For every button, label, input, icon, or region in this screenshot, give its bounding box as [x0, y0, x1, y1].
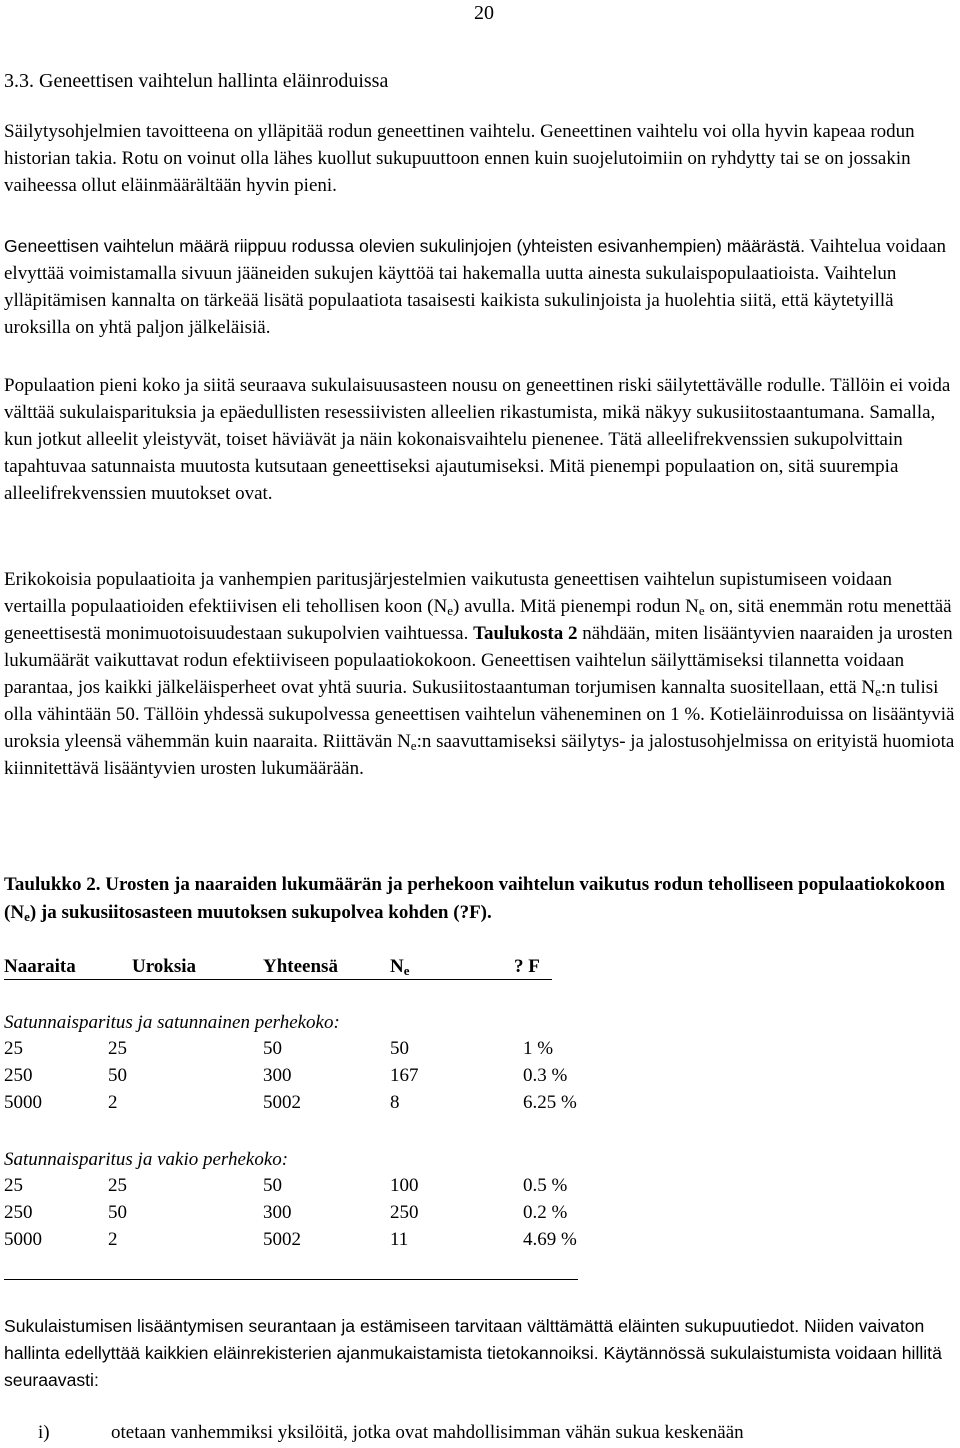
cell-yhteensa: 5002 — [263, 1092, 301, 1113]
paragraph-pedigree — [4, 1313, 956, 1394]
subscript-e: e — [447, 603, 453, 618]
cell-yhteensa: 300 — [263, 1202, 292, 1223]
subscript-e: e — [24, 909, 30, 924]
table-end-rule — [4, 1279, 578, 1280]
paragraph-preservation-goal — [4, 118, 956, 199]
paragraph-population-size — [4, 372, 956, 507]
cell-delta-f: 4.69 % — [523, 1229, 577, 1250]
table-caption — [4, 871, 956, 927]
cell-ne: 167 — [390, 1065, 419, 1086]
paragraph-text: Säilytysohjelmien tavoitteena on ylläpitää rodun geneettinen vaihtelu. Geneettinen vaihtelu voi olla hyvin kapeaa rodun historian takia. Rotu on voinut olla lähes kuollut sukupuuttoon ennen kuin suojelutoimiin on ryhdytty tai se on jossakin vaiheessa ollut eläinmäärältään hyvin pieni. — [4, 121, 915, 196]
cell-delta-f: 6.25 % — [523, 1092, 577, 1113]
paragraph-text: nähdään, miten lisääntyvien naaraiden ja urosten lukumäärät vaikuttavat rodun efektiiviseen populaatiokokoon. Geneettisen vaihtelun säilyttämiseksi tilannetta voidaan parantaa, jos kaikki jälkeläisperheet ovat yhtä suuria. Sukusiitostaantuman torjumisen kannalta suositellaan, että N — [4, 623, 953, 698]
cell-uroksia: 25 — [108, 1038, 127, 1059]
cell-ne: 11 — [390, 1229, 409, 1250]
paragraph-text: Populaation pieni koko ja siitä seuraava sukulaisuusasteen nousu on geneettinen riski säilytettävälle rodulle. Tällöin ei voida välttää sukulaisparituksia ja epäedullisten resessiivisten alleelien rikastumista, mikä näkyy sukusiitostaantumana. Samalla, kun jotkut alleelit yleistyvät, toiset häviävät ja näin kokonaisvaihtelu pienenee. Tätä alleelifrekvenssien sukupolvittain tapahtuvaa satunnaista muutosta kutsutaan geneettiseksi ajautumiseksi. Mitä pienempi populaation on, sitä suurempia alleelifrekvenssien muutokset ovat. — [4, 375, 951, 504]
cell-yhteensa: 50 — [263, 1038, 282, 1059]
header-ne-main: N — [390, 956, 404, 977]
paragraph-effective-size — [4, 566, 956, 782]
paragraph-text: Erikokoisia populaatioita ja vanhempien paritusjärjestelmien vaikutusta geneettisen vaihtelun supistumiseen voidaan vertailla populaatioiden efektiivisen eli tehollisen koon (N — [4, 569, 893, 617]
paragraph-text: on, sitä enemmän rotu menettää geneettisestä monimuotoisuudestaan sukupolvien vaihtuessa. — [4, 596, 952, 644]
paragraph-text: :n tulisi olla vähintään 50. Tällöin yhdessä sukupolvessa geneettisen vaihtelun väheneminen on 1 %. Kotieläinroduissa on lisääntyviä uroksia yleensä vähemmän kuin naaraita. Riittävän N — [4, 677, 955, 752]
cell-naaraita: 250 — [4, 1065, 33, 1086]
cell-ne: 100 — [390, 1175, 419, 1196]
caption-text: ) ja sukusiitosasteen muutoksen sukupolvea kohden (?F). — [29, 902, 492, 923]
header-delta-f: ? F — [514, 956, 540, 977]
subscript-e: e — [698, 603, 705, 618]
header-naaraita: Naaraita — [4, 956, 76, 977]
header-ne — [390, 956, 410, 978]
cell-naaraita: 5000 — [4, 1092, 42, 1113]
header-yhteensa: Yhteensä — [263, 956, 338, 977]
section-heading: 3.3. Geneettisen vaihtelun hallinta eläinroduissa — [4, 70, 389, 92]
table-reference: Taulukosta 2 — [473, 623, 578, 644]
cell-naaraita: 25 — [4, 1175, 23, 1196]
cell-uroksia: 2 — [108, 1092, 118, 1113]
cell-delta-f: 0.5 % — [523, 1175, 568, 1196]
paragraph-lineages — [4, 233, 956, 341]
list-marker: i) — [38, 1422, 50, 1443]
paragraph-text: ) avulla. Mitä pienempi rodun N — [453, 596, 699, 617]
cell-uroksia: 50 — [108, 1065, 127, 1086]
cell-yhteensa: 50 — [263, 1175, 282, 1196]
header-underline — [4, 979, 552, 980]
paragraph-text-sans: Geneettisen vaihtelun määrä riippuu rodussa olevien sukulinjojen (yhteisten esivanhempien) määrästä. — [4, 236, 805, 256]
cell-ne: 50 — [390, 1038, 409, 1059]
paragraph-text-sans: Sukulaistumisen lisääntymisen seurantaan ja estämiseen tarvitaan välttämättä eläinten sukupuutiedot. Niiden vaivaton hallinta edellyttää kaikkien eläinrekisterien ajanmukaistamista tietokannoiksi. Käytännössä sukulaistumista voidaan hillitä seuraavasti: — [4, 1316, 942, 1390]
cell-delta-f: 0.2 % — [523, 1202, 568, 1223]
group-title-constant-family: Satunnaisparitus ja vakio perhekoko: — [4, 1149, 289, 1170]
cell-naaraita: 25 — [4, 1038, 23, 1059]
paragraph-text: :n saavuttamiseksi säilytys- ja jalostusohjelmissa on erityistä huomiota kiinnitettävä lisääntyvien urosten lukumäärään. — [4, 731, 955, 779]
paragraph-text: Vaihtelua voidaan elvyttää voimistamalla sivuun jääneiden sukujen käyttöä tai hakemalla uutta ainesta sukulaispopulaatioista. Vaihtelun ylläpitämisen kannalta on tärkeää lisätä populaatiota tasaisesti kaikista sukulinjoista ja huolehtia siitä, että käytetyillä uroksilla on yhtä paljon jälkeläisiä. — [4, 236, 947, 338]
list-text: otetaan vanhemmiksi yksilöitä, jotka ovat mahdollisimman vähän sukua keskenään — [111, 1422, 744, 1443]
cell-uroksia: 50 — [108, 1202, 127, 1223]
cell-yhteensa: 5002 — [263, 1229, 301, 1250]
cell-uroksia: 2 — [108, 1229, 118, 1250]
subscript-e: e — [410, 738, 417, 753]
subscript-e: e — [875, 684, 881, 699]
page-number: 20 — [474, 2, 494, 24]
cell-ne: 8 — [390, 1092, 400, 1113]
cell-uroksia: 25 — [108, 1175, 127, 1196]
cell-naaraita: 250 — [4, 1202, 33, 1223]
header-ne-sub: e — [403, 963, 410, 978]
cell-ne: 250 — [390, 1202, 419, 1223]
cell-delta-f: 0.3 % — [523, 1065, 568, 1086]
header-uroksia: Uroksia — [132, 956, 197, 977]
cell-yhteensa: 300 — [263, 1065, 292, 1086]
caption-text: Taulukko 2. Urosten ja naaraiden lukumäärän ja perhekoon vaihtelun vaikutus rodun teholliseen populaatiokokoon (N — [4, 874, 945, 923]
cell-delta-f: 1 % — [523, 1038, 554, 1059]
group-title-random-family: Satunnaisparitus ja satunnainen perhekoko: — [4, 1012, 340, 1033]
cell-naaraita: 5000 — [4, 1229, 42, 1250]
